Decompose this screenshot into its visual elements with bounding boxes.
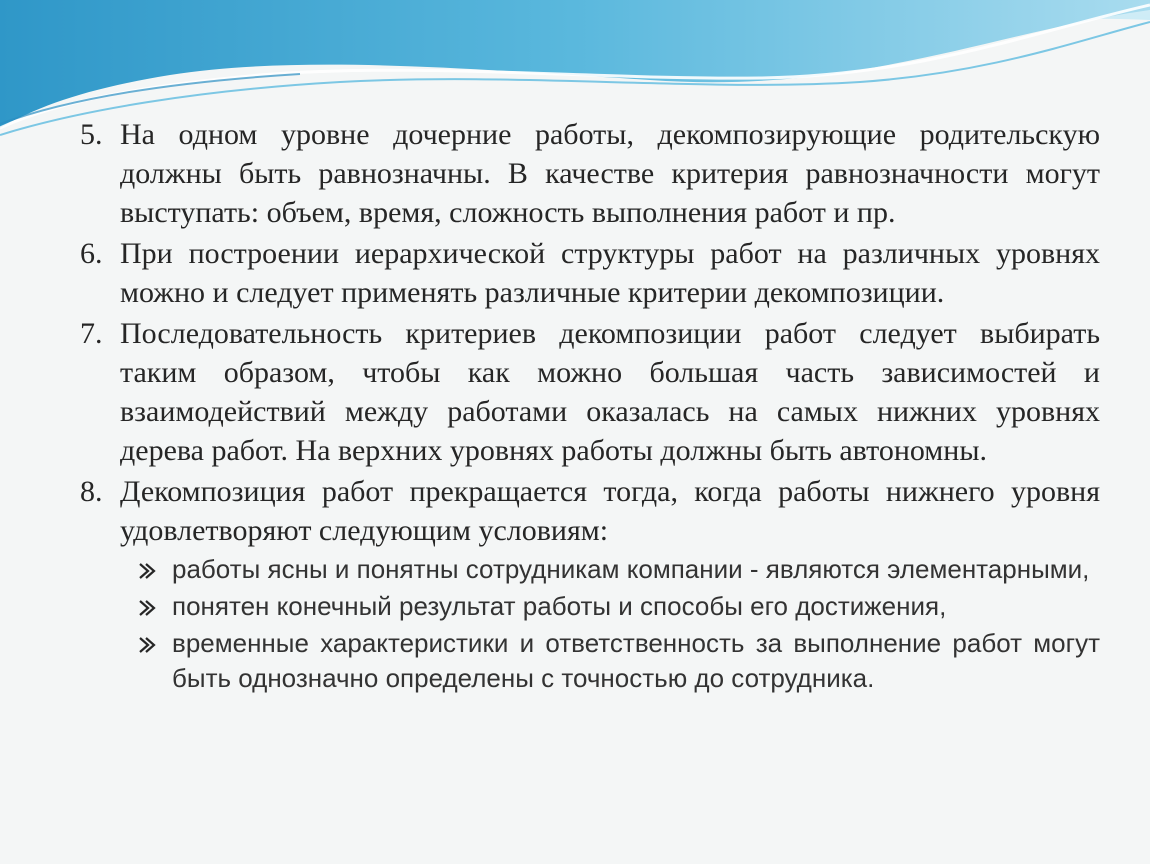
bullet-list [80, 552, 1100, 696]
item-text: При построении иерархической структуры работ на различных уровнях можно и следует применять различные критерии декомпозиции. [120, 237, 1100, 309]
chevron-right-icon [138, 552, 172, 587]
slide-content [80, 115, 1100, 698]
item-text: Последовательность критериев декомпозиции работ следует выбирать таким образом, чтобы как можно большая часть зависимостей и взаимодействий между работами оказалась на самых нижних уровнях дерева работ. На верхних уровнях работы должны быть автономны. [120, 317, 1100, 467]
bullet-text: временные характеристики и ответственность за выполнение работ могут быть однозначно определены с точностью до сотрудника. [172, 628, 1100, 693]
item-text: Декомпозиция работ прекращается тогда, когда работы нижнего уровня удовлетворяют следующим условиям: [120, 475, 1100, 547]
numbered-item-7 [80, 314, 1100, 470]
bullet-text: понятен конечный результат работы и способы его достижения, [172, 591, 947, 621]
numbered-item-6 [80, 234, 1100, 312]
item-number: 5. [80, 118, 103, 151]
numbered-item-8 [80, 472, 1100, 550]
item-number: 7. [80, 317, 103, 350]
item-text: На одном уровне дочерние работы, декомпозирующие родительскую должны быть равнозначны. В качестве критерия равнозначности могут выступать: объем, время, сложность выполнения работ и пр. [120, 118, 1100, 229]
chevron-right-icon [138, 626, 172, 696]
numbered-item-5 [80, 115, 1100, 232]
chevron-right-icon [138, 589, 172, 624]
bullet-item [138, 626, 1100, 696]
item-number: 8. [80, 475, 103, 508]
bullet-text: работы ясны и понятны сотрудникам компании - являются элементарными, [172, 554, 1090, 584]
bullet-item [138, 589, 1100, 624]
bullet-item [138, 552, 1100, 587]
item-number: 6. [80, 237, 103, 270]
